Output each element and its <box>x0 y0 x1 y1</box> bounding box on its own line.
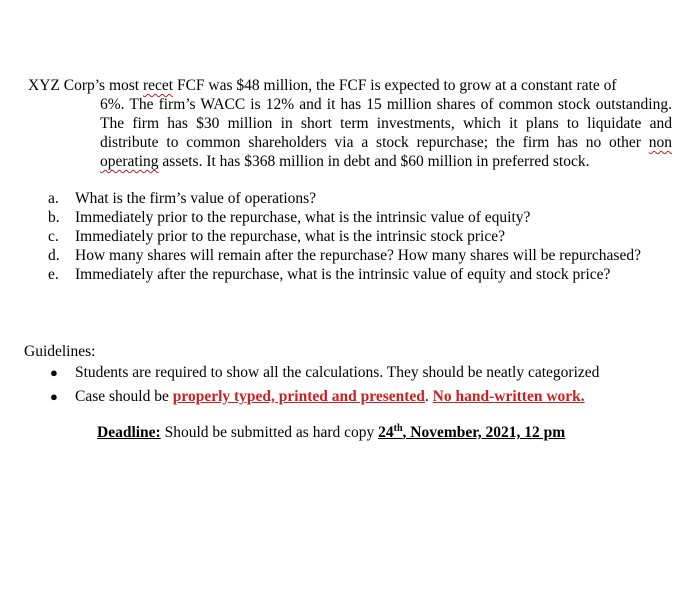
emphasis-typed: properly typed, printed and presented <box>172 388 425 405</box>
question-text: Immediately prior to the repurchase, what is the intrinsic value of equity? <box>75 209 531 226</box>
deadline-date <box>378 424 565 441</box>
question-text: Immediately after the repurchase, what is the intrinsic value of equity and stock price? <box>75 266 611 283</box>
problem-text-cont2: assets. It has $368 million in debt and $60 million in preferred stock. <box>162 153 590 170</box>
deadline-date-rest: , November, 2021, 12 pm <box>402 424 566 441</box>
question-item <box>48 208 674 227</box>
question-item <box>48 246 674 265</box>
guideline-separator: . <box>424 388 429 405</box>
question-label: a. <box>48 190 59 207</box>
problem-text-rest: FCF was $48 million, the FCF is expected to grow at a constant rate of <box>176 77 617 94</box>
deadline-line <box>97 423 565 442</box>
deadline-day: 24 <box>378 424 394 441</box>
question-label: b. <box>48 209 60 226</box>
question-label: d. <box>48 247 60 264</box>
question-text: Immediately prior to the repurchase, what is the intrinsic stock price? <box>75 228 505 245</box>
question-text: How many shares will remain after the repurchase? How many shares will be repurchased? <box>75 247 641 264</box>
guideline-text: Students are required to show all the calculations. They should be neatly categorized <box>75 364 600 381</box>
problem-statement <box>28 76 672 171</box>
question-item <box>48 265 674 284</box>
guideline-prefix: Case should be <box>75 388 169 405</box>
bullet-icon: ● <box>50 389 58 404</box>
bullet-icon: ● <box>50 365 58 380</box>
deadline-day-suffix: th <box>393 422 403 434</box>
guidelines-heading: Guidelines: <box>24 343 96 360</box>
problem-first-line <box>28 76 672 95</box>
guideline-item <box>50 387 680 406</box>
deadline-text: Should be submitted as hard copy <box>164 424 375 441</box>
spellcheck-flagged-word: recet <box>142 77 174 94</box>
problem-text-start: XYZ Corp’s most <box>28 77 140 94</box>
problem-text-cont1: 6%. The firm’s WACC is 12% and it has 15 million shares of common stock outstanding. The firm has $30 million in short term investments, which it plans to liquidate and distribute to common shareholders via a stock repurchase; the firm has no other <box>100 96 672 151</box>
question-list <box>48 189 674 284</box>
question-label: c. <box>48 228 59 245</box>
question-item <box>48 227 674 246</box>
grammar-flagged-word: non operating <box>100 134 672 170</box>
question-label: e. <box>48 266 59 283</box>
guideline-item <box>50 363 680 382</box>
guidelines-list <box>50 363 680 411</box>
question-item <box>48 189 674 208</box>
deadline-label: Deadline: <box>97 424 161 441</box>
question-text: What is the firm’s value of operations? <box>75 190 317 207</box>
guideline-text <box>75 387 585 406</box>
problem-continuation <box>28 95 672 171</box>
emphasis-no-handwritten: No hand-written work. <box>432 388 585 405</box>
